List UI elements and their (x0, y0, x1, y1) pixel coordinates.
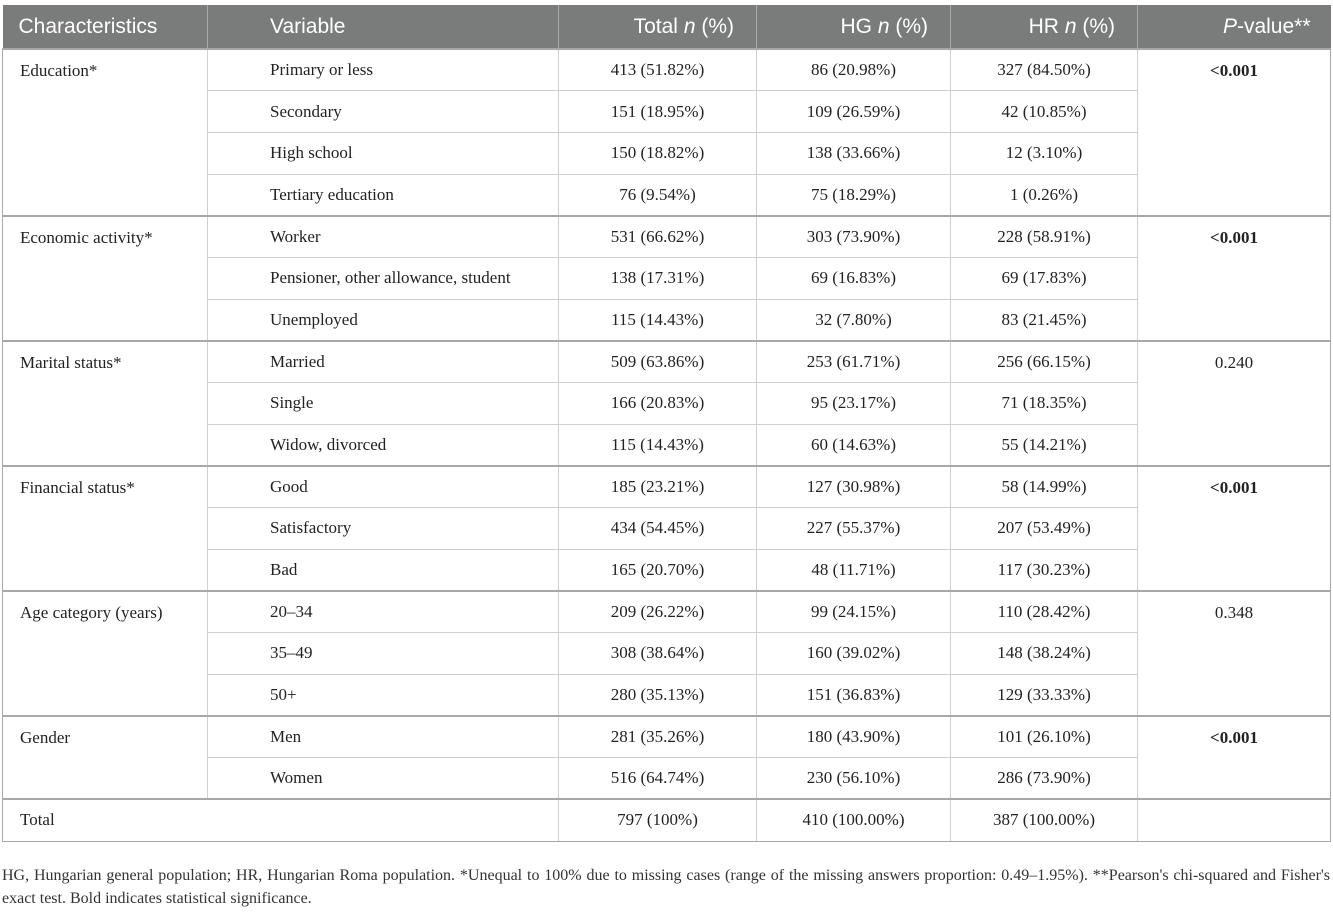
total-row-total-cell: 797 (100%) (559, 799, 757, 841)
variable-cell: Widow, divorced (208, 424, 559, 466)
total-cell: 115 (14.43%) (559, 299, 757, 341)
variable-cell: Men (208, 716, 559, 758)
variable-cell: 35–49 (208, 633, 559, 675)
total-row-p-cell (1138, 799, 1331, 841)
header-variable: Variable (208, 5, 559, 49)
hr-cell: 148 (38.24%) (951, 633, 1138, 675)
hr-cell: 286 (73.90%) (951, 758, 1138, 800)
hg-cell: 69 (16.83%) (757, 257, 951, 299)
hg-cell: 95 (23.17%) (757, 383, 951, 425)
header-hg (757, 5, 951, 49)
total-cell: 434 (54.45%) (559, 508, 757, 550)
header-hr-prefix: HR (1028, 14, 1065, 38)
header-p-suffix: -value** (1236, 14, 1311, 38)
total-cell: 516 (64.74%) (559, 758, 757, 800)
p-value-cell: 0.348 (1138, 591, 1331, 716)
table-row (3, 716, 1331, 758)
demographics-table (2, 5, 1331, 842)
total-cell: 185 (23.21%) (559, 466, 757, 508)
hr-cell: 55 (14.21%) (951, 424, 1138, 466)
hg-cell: 127 (30.98%) (757, 466, 951, 508)
characteristic-cell: Education* (3, 49, 208, 216)
hr-cell: 1 (0.26%) (951, 174, 1138, 216)
header-total (559, 5, 757, 49)
variable-cell: High school (208, 132, 559, 174)
p-value-cell: 0.240 (1138, 341, 1331, 466)
table-row (3, 341, 1331, 383)
table-header-row (3, 5, 1331, 49)
hr-cell: 256 (66.15%) (951, 341, 1138, 383)
header-total-suffix: (%) (695, 14, 734, 38)
total-cell: 531 (66.62%) (559, 216, 757, 258)
header-hr (951, 5, 1138, 49)
variable-cell: Primary or less (208, 49, 559, 91)
hr-cell: 83 (21.45%) (951, 299, 1138, 341)
variable-cell: Satisfactory (208, 508, 559, 550)
header-hr-suffix: (%) (1076, 14, 1115, 38)
header-p-letter: P (1222, 14, 1237, 38)
header-hr-n: n (1064, 14, 1077, 38)
hr-cell: 12 (3.10%) (951, 132, 1138, 174)
total-row-hr-cell: 387 (100.00%) (951, 799, 1138, 841)
p-value-cell: <0.001 (1138, 716, 1331, 799)
variable-cell: Married (208, 341, 559, 383)
hg-cell: 138 (33.66%) (757, 132, 951, 174)
total-cell: 165 (20.70%) (559, 549, 757, 591)
total-row (3, 799, 1331, 841)
characteristic-cell: Gender (3, 716, 208, 799)
hg-cell: 60 (14.63%) (757, 424, 951, 466)
header-p-value (1138, 5, 1331, 49)
characteristic-cell: Age category (years) (3, 591, 208, 716)
hg-cell: 230 (56.10%) (757, 758, 951, 800)
p-value-cell: <0.001 (1138, 49, 1331, 216)
total-cell: 150 (18.82%) (559, 132, 757, 174)
header-hg-suffix: (%) (889, 14, 928, 38)
p-value-cell: <0.001 (1138, 216, 1331, 341)
total-cell: 76 (9.54%) (559, 174, 757, 216)
header-total-prefix: Total (633, 14, 684, 38)
hr-cell: 129 (33.33%) (951, 674, 1138, 716)
total-row-hg-cell: 410 (100.00%) (757, 799, 951, 841)
hr-cell: 327 (84.50%) (951, 49, 1138, 91)
header-hg-prefix: HG (840, 14, 878, 38)
total-cell: 413 (51.82%) (559, 49, 757, 91)
table-row (3, 591, 1331, 633)
table-row (3, 466, 1331, 508)
hr-cell: 207 (53.49%) (951, 508, 1138, 550)
variable-cell: Single (208, 383, 559, 425)
hr-cell: 42 (10.85%) (951, 91, 1138, 133)
hr-cell: 69 (17.83%) (951, 257, 1138, 299)
hg-cell: 303 (73.90%) (757, 216, 951, 258)
total-cell: 151 (18.95%) (559, 91, 757, 133)
hg-cell: 227 (55.37%) (757, 508, 951, 550)
hg-cell: 109 (26.59%) (757, 91, 951, 133)
variable-cell: Good (208, 466, 559, 508)
variable-cell: Pensioner, other allowance, student (208, 257, 559, 299)
characteristic-cell: Marital status* (3, 341, 208, 466)
variable-cell: Unemployed (208, 299, 559, 341)
hg-cell: 151 (36.83%) (757, 674, 951, 716)
table-row (3, 49, 1331, 91)
total-label-cell: Total (3, 799, 559, 841)
hg-cell: 160 (39.02%) (757, 633, 951, 675)
total-cell: 166 (20.83%) (559, 383, 757, 425)
hg-cell: 180 (43.90%) (757, 716, 951, 758)
hr-cell: 101 (26.10%) (951, 716, 1138, 758)
hg-cell: 48 (11.71%) (757, 549, 951, 591)
variable-cell: Women (208, 758, 559, 800)
total-cell: 138 (17.31%) (559, 257, 757, 299)
characteristic-cell: Financial status* (3, 466, 208, 591)
variable-cell: Tertiary education (208, 174, 559, 216)
hr-cell: 117 (30.23%) (951, 549, 1138, 591)
variable-cell: Secondary (208, 91, 559, 133)
total-cell: 308 (38.64%) (559, 633, 757, 675)
hr-cell: 58 (14.99%) (951, 466, 1138, 508)
header-hg-n: n (877, 14, 890, 38)
total-cell: 115 (14.43%) (559, 424, 757, 466)
hr-cell: 71 (18.35%) (951, 383, 1138, 425)
variable-cell: Bad (208, 549, 559, 591)
variable-cell: 50+ (208, 674, 559, 716)
header-characteristics: Characteristics (3, 5, 208, 49)
table-footnote: HG, Hungarian general population; HR, Hungarian Roma population. *Unequal to 100% due to missing cases (range of the missing answers proportion: 0.49–1.95%). **Pearson's chi-squared and Fisher's exact test. Bold indicates statistical significance. (2, 867, 1330, 907)
hg-cell: 75 (18.29%) (757, 174, 951, 216)
variable-cell: Worker (208, 216, 559, 258)
total-cell: 209 (26.22%) (559, 591, 757, 633)
total-cell: 280 (35.13%) (559, 674, 757, 716)
table-body (3, 49, 1331, 841)
hr-cell: 228 (58.91%) (951, 216, 1138, 258)
variable-cell: 20–34 (208, 591, 559, 633)
hg-cell: 32 (7.80%) (757, 299, 951, 341)
hg-cell: 86 (20.98%) (757, 49, 951, 91)
characteristic-cell: Economic activity* (3, 216, 208, 341)
p-value-cell: <0.001 (1138, 466, 1331, 591)
hg-cell: 99 (24.15%) (757, 591, 951, 633)
hr-cell: 110 (28.42%) (951, 591, 1138, 633)
total-cell: 281 (35.26%) (559, 716, 757, 758)
table-row (3, 216, 1331, 258)
header-total-n: n (683, 14, 696, 38)
hg-cell: 253 (61.71%) (757, 341, 951, 383)
total-cell: 509 (63.86%) (559, 341, 757, 383)
